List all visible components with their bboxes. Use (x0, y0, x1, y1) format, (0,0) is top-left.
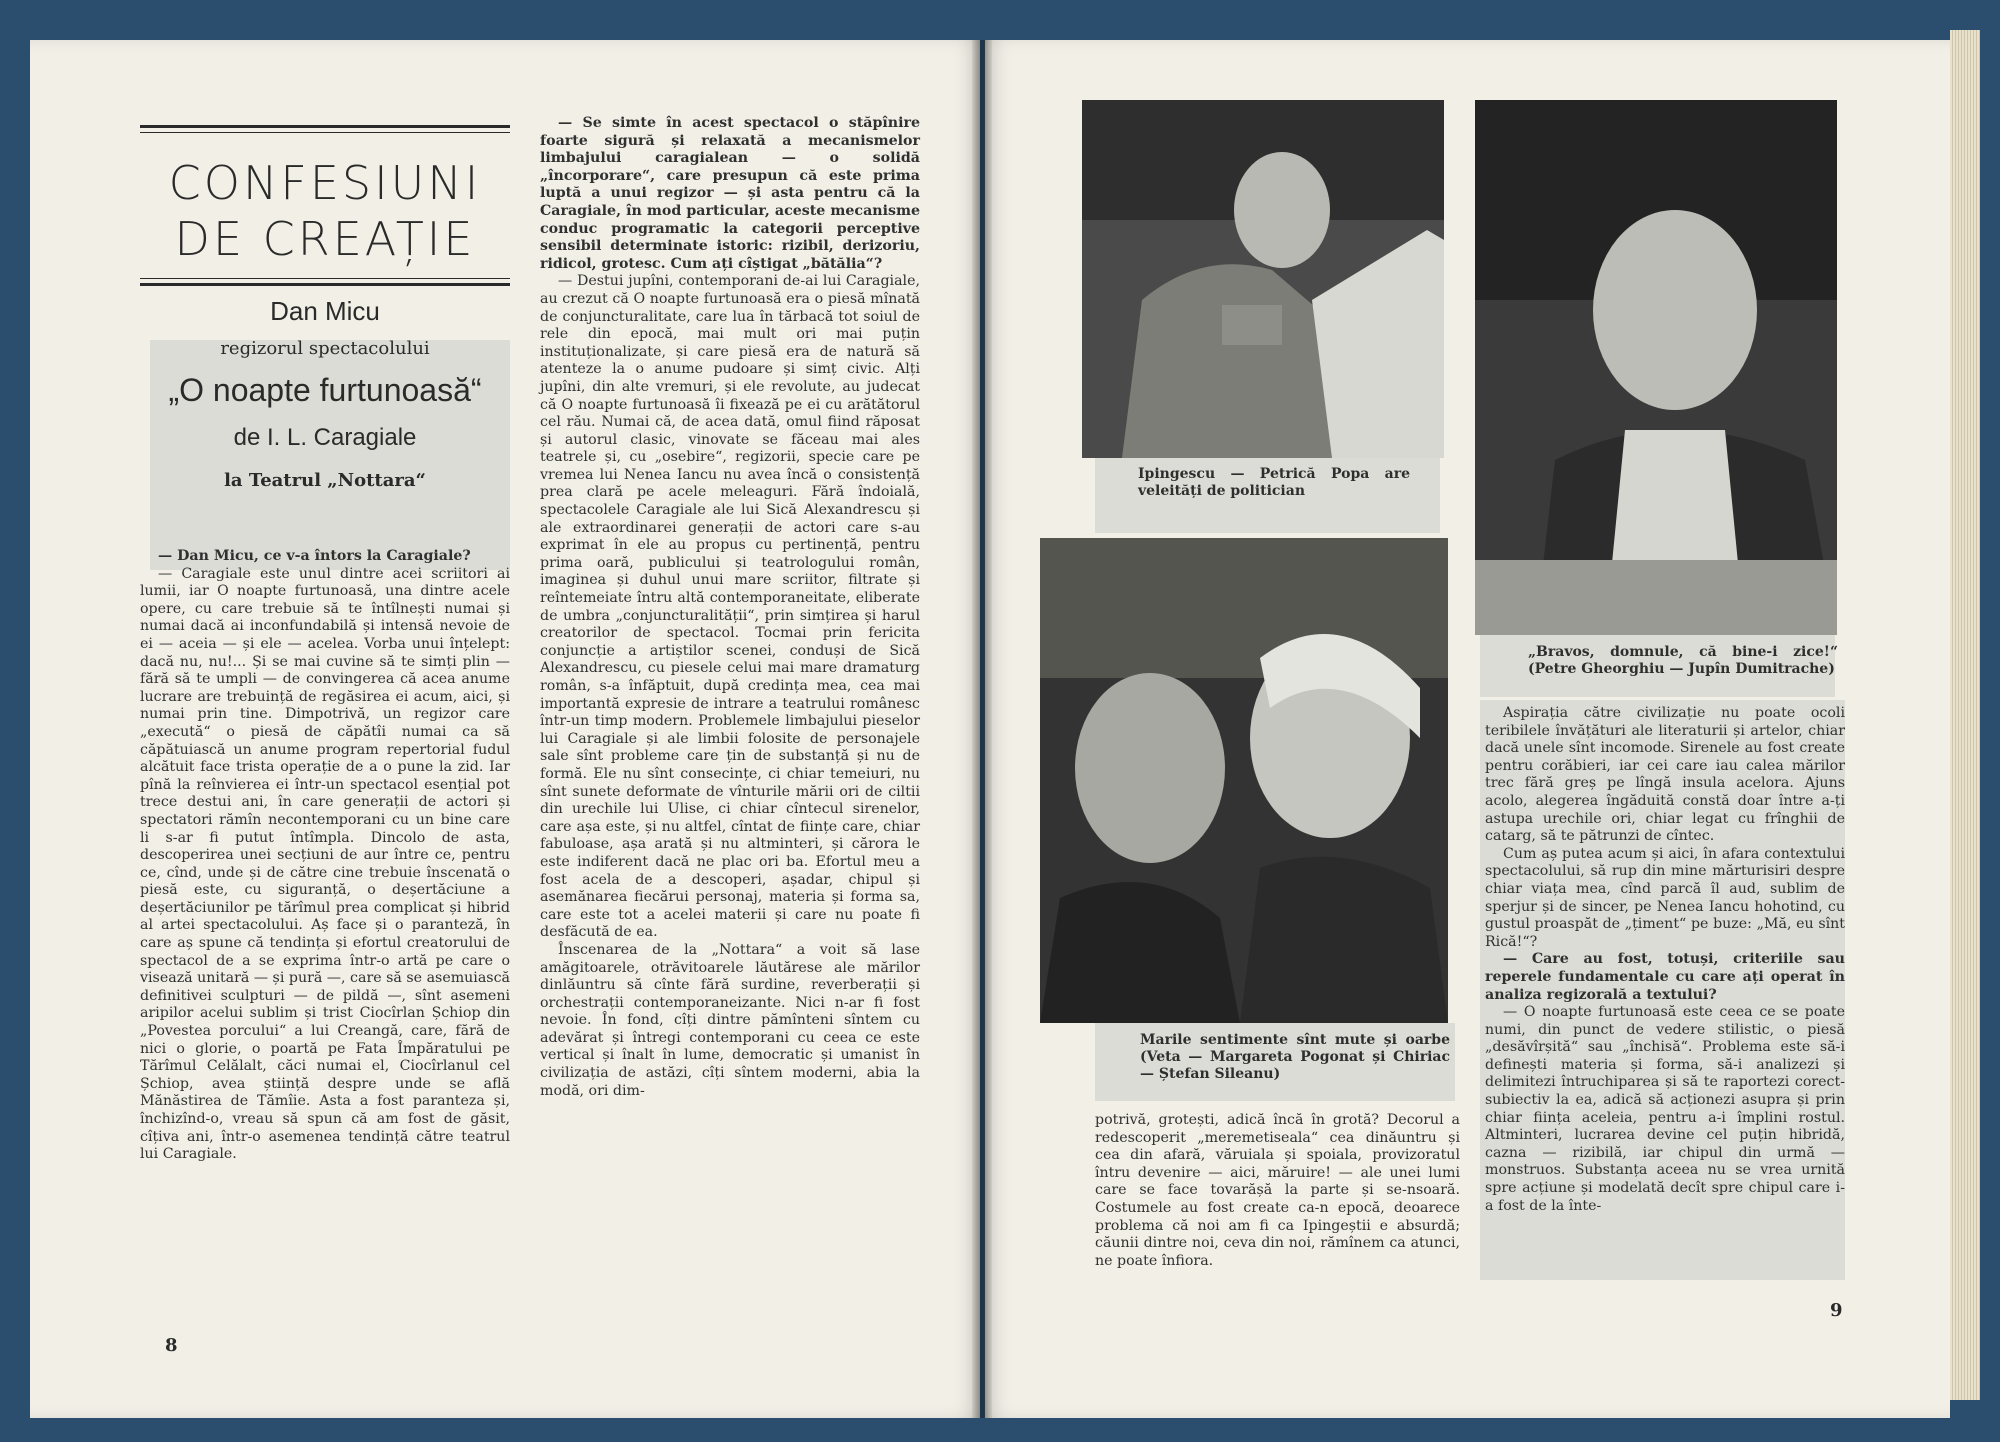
interview-paragraph-aspiratia: Aspirația către civilizație nu poate ocoli teribilele învățături ale literaturii și artelor, chiar dacă unele sînt incomode. Sirenele au fost create pentru corăbieri, iar cei care iau calea mărilor trec fără greș pe lîngă insula acelora. Ajuns acolo, alegerea îngăduită constă doar între a-ți astupa urechile ori, chiar legat cu frînghii de catarg, să te pătrunzi de cîntec. (1485, 705, 1845, 845)
caption-jupin-dumitrache: „Bravos, domnule, că bine-i zice!“ (Petre Gheorghiu — Jupîn Dumitrache) (1528, 644, 1838, 677)
author-name: Dan Micu (270, 296, 380, 326)
interview-question-2: — Se simte în acest spectacol o stăpînire foarte sigură și relaxată a mecanismelor limbajului caragialean — o solidă „încorporare“, care presupun că este prima luptă a unui regizor — și asta pentru că la Caragiale, în mod particular, aceste mecanisme conduc programatic la categorii perceptive sensibil determinate istoric: rizibil, derizoriu, ridicol, grotesc. Cum ați cîștigat „bătălia“? (540, 115, 920, 272)
caption-veta-chiriac: Marile sentimente sînt mute și oarbe (Veta — Margareta Pogonat și Chiriac — Ștefan Sileanu) (1140, 1032, 1450, 1082)
caption-ipingescu: Ipingescu — Petrică Popa are veleități de politician (1138, 466, 1410, 499)
interview-answer-1: — Caragiale este unul dintre acei scriitori ai lumii, iar O noapte furtunoasă, una dintre acele opere, cu care trebuie să te întîlnești numai și numai dacă ai inconfundabilă și intensă nevoie de ei — aceia — și ele — acelea. Vorba unui înțelept: dacă nu, nu!... Și se mai cuvine să te simți plin — fără să te umpli — de convingerea că acea anume lucrare are trebuință de regăsirea ei acum, aici, și numai prin tine. Dimpotrivă, un regizor care „execută“ o piesă de căpătîi numai ca să căpătuiască un anume program repertorial fudul alcătuit face trista operație de a o pune la zid. Iar pînă la reînvierea ei într-un spectacol esențial pot trece destui ani, în care generații de actori și spectatori rămîn necontemporani cu un bine care li s-ar fi putut întîmpla. Dincolo de asta, descoperirea unei secțiuni de aur între ce, pentru ce, cînd, unde și de către cine trebuie înscenată o piesă este, cu siguranță, o deșertăciune a deșertăciunilor pe tărîmul prea complicat și hibrid al artei spectacolului. Aș face și o paranteză, în care aș spune că tendința și efortul creatorului de spectacol de a se exprima într-o artă pe care o visează unitară — și pură —, care să se asemuiască definitivei sculpturi — de pildă —, sînt asemeni aripilor acelui sublim și trist Ciocîrlan Șchiop din „Povestea porcului“ a lui Creangă, care, fără de nici o glorie, o poartă pe Fata Împăratului pe Tărîmul Celălalt, căci numai el, Ciocîrlanul cel Șchiop, avea știință despre unde se află Mănăstirea de Tămîie. Asta a fost paranteza și, închizînd-o, vreau să spun că am fost de găsit, cîțiva ani, într-o asemenea tendință către teatrul lui Caragiale. (140, 565, 510, 1163)
photo-ipingescu (1082, 100, 1444, 458)
interview-answer-2-cont: Înscenarea de la „Nottara“ a voit să lase amăgitoarele, otrăvitoarele lăutărese ale mărilor dinlăuntru să cînte fără surdine, reverberații și orchestrații contemporaneizante. Nici n-ar fi fost nevoie. În fond, cîți dintre pămînteni sîntem cu adevărat și întregi contemporani cu ceea ce este vertical și înalt în lume, democratic și umanist în civilizația de astăzi, cîți sîntem moderni, abia la modă, ori dim- (540, 941, 920, 1099)
title-rule-bottom (140, 283, 510, 286)
interview-answer-3: — O noapte furtunoasă este ceea ce se poate numi, din punct de vedere stilistic, o piesă „desăvîrșită“ sau „închisă“. Problema este să-i definești materia și forma, să-i analizezi și delimitezi întruchiparea și să te raportezi corect-subiectiv la ea, adică să acționezi asupra și prin chiar ființa aceleia, pentru a-i împlini rostul. Altminteri, lucrarea devine cel puțin hibridă, cazna — rizibilă, iar chipul din urmă — monstruos. Substanța aceea nu se vrea urnită spre acțiune și modelată decît spre chipul care i-a fost de la înte- (1485, 1004, 1845, 1214)
interview-question-3: — Care au fost, totuși, criteriile sau reperele fundamentale cu care ați operat în analiza regizorală a textului? (1485, 951, 1845, 1003)
interview-column-1 (140, 548, 510, 1164)
subtitle-director: regizorul spectacolului (220, 338, 430, 359)
title-rule-top-thin (140, 132, 510, 133)
interview-column-4 (1485, 705, 1845, 1215)
subtitle-play-title: „O noapte furtunoasă“ (168, 372, 482, 408)
photo-jupin-dumitrache (1475, 100, 1837, 635)
interview-column-2 (540, 115, 920, 1100)
title-rule-top (140, 125, 510, 128)
subtitle-playwright: de I. L. Caragiale (233, 424, 417, 451)
section-title-line2: DE CREAȚIE (174, 212, 476, 266)
page-number-left: 8 (165, 1335, 178, 1356)
subtitle-theatre: la Teatrul „Nottara“ (224, 470, 426, 491)
title-box (140, 155, 510, 267)
interview-answer-2-end: potrivă, grotești, adică încă în grotă? Decorul a redescoperit „meremetiseala“ cea dinăuntru și cea din afară, văruiala și spoiala, provizoratul întru devenire — aici, măruire! — ale unei lumi care se face tovarășă la parte și se-nsoară. Costumele au fost create ca-n epocă, deoarece problema că noi am fi ca Ipingeștii e absurdă; căunii dintre noi, ceva din noi, rămînem ca atunci, ne poate înfiora. (1095, 1112, 1460, 1269)
photo-veta-chiriac (1040, 538, 1448, 1023)
page-number-right: 9 (1830, 1300, 1843, 1321)
section-title-line1: CONFESIUNI (168, 156, 482, 210)
page-edges (1950, 30, 1980, 1400)
interview-answer-2: — Destui jupîni, contemporani de-ai lui Caragiale, au crezut că O noapte furtunoasă era o piesă mînată de conjuncturalitate, care lua în tărbacă tot soiul de rele din epocă, mai mult ori mai puțin instituționalizate, și care piesă era de natură să atenteze la o anume pudoare și simț civic. Alți jupîni, din alte vremuri, și ele revolute, au judecat că O noapte furtunoasă îi fixează pe ei cu arătătorul cel rău. Numai că, de acea dată, omul fiind răposat și autorul clasic, vinovate se făceau mai ales teatrele și, cu „osebire“, regizorii, specie care pe vremea lui Nenea Iancu nu avea încă o consistență prea clară pe acele meleaguri. Fără îndoială, spectacolele Caragiale ale lui Sică Alexandrescu și ale extraordinarei generații de actori care s-au exprimat în ele au propus cu pertinență, pentru prima oară, publicului și teatrologului român, imaginea și duhul unui mare scriitor, filtrate și reîntemeiate întru altă contemporaneitate, eliberate de umbra „conjuncturalității“, prin simțirea și harul creatorilor de spectacol. Tocmai prin fericita conjuncție a artiștilor scenei, conduși de Sică Alexandrescu, cu piesele celui mai mare dramaturg român, s-a înfăptuit, după credința mea, cea mai importantă expresie de intrare a teatrului românesc într-un timp modern. Problemele limbajului pieselor lui Caragiale și ale limbii folosite de personajele sale sînt probleme care țin de substanță și nu de formă. Ele nu sînt consecințe, ci chiar temeiuri, nu sînt sunete deformate de vînturile mării ori de ciltii din urechile lui Ulise, ci chiar cîntecul sirenelor, care așa este, și nu altfel, cîntat de ființe care, chiar fabuloase, așa arată și nu altminteri, și cărora le este indiferent dacă ne plac ori ba. Efortul meu a fost acela de a descoperi, așadar, chipul și asemănarea fiecărui personaj, materia și forma sa, care este tot a acelei materii și care nu poate fi desfăcută de ea. (540, 273, 920, 941)
interview-paragraph-cum: Cum aș putea acum și aici, în afara contextului spectacolului, să rup din mine mărturisiri despre chiar viața mea, cînd parcă îl aud, sublim de sperjur și de sincer, pe Nenea Iancu hohotind, cu gustul proaspăt de „țiment“ pe buze: „Mă, eu sînt Rică!“? (1485, 845, 1845, 950)
title-rule-bottom-thin (140, 278, 510, 279)
spine-shadow (972, 40, 992, 1418)
interview-question-1: — Dan Micu, ce v-a întors la Caragiale? (158, 548, 471, 564)
interview-column-3 (1095, 1112, 1460, 1270)
